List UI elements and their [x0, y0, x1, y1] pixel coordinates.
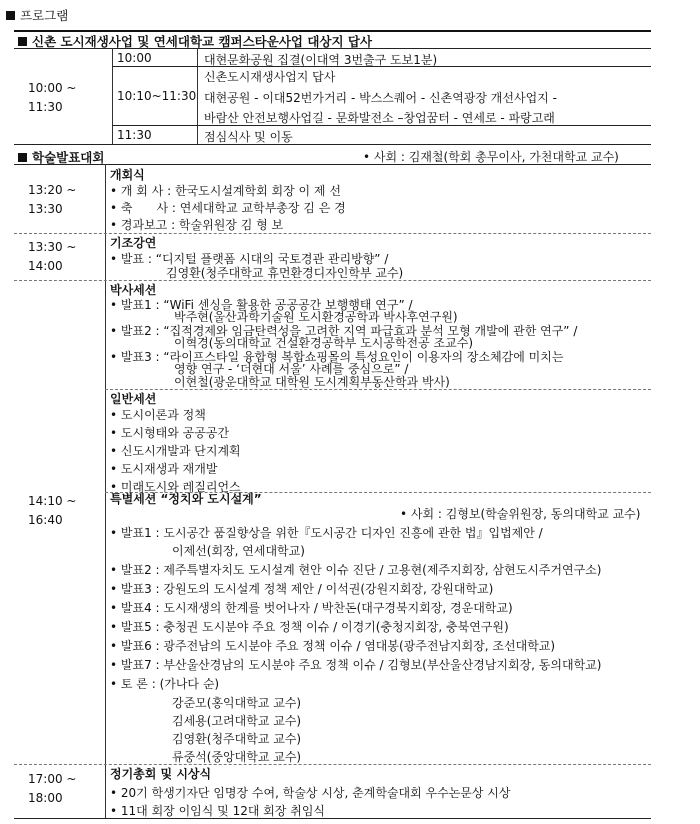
divider: [14, 48, 651, 49]
opening-line: • 개 회 사 : 한국도시설계학회 회장 이 제 선: [110, 184, 341, 198]
doctoral-line: 박주현(울산과학기술원 도시환경공학과 박사후연구원): [174, 310, 458, 324]
general-line: • 미래도시와 레질리언스: [110, 480, 241, 494]
time-end: 14:00: [28, 259, 63, 273]
section2-header-text: 학술발표대회: [32, 150, 105, 165]
doctoral-title: 박사세션: [110, 283, 157, 297]
square-bullet-icon: [6, 11, 15, 20]
row-time: 10:10~11:30: [117, 89, 197, 103]
divider: [112, 125, 651, 126]
special-line: • 발표2 : 제주특별자치도 도시설계 현안 이슈 진단 / 고용현(제주지회장, 삼현도시주거연구소): [110, 563, 602, 577]
opening-title: 개회식: [110, 168, 145, 182]
special-line: • 발표6 : 광주전남의 도시분야 주요 정책 이슈 / 염대봉(광주전남지회장, 조선대학교): [110, 639, 556, 653]
row-time: 11:30: [117, 128, 152, 142]
special-line: 김세용(고려대학교 교수): [172, 714, 302, 728]
keynote-title: 기조강연: [110, 236, 157, 250]
divider: [197, 48, 198, 144]
time-end: 16:40: [28, 513, 63, 527]
special-line: • 발표7 : 부산울산경남의 도시분야 주요 정책 이슈 / 김형보(부산울산경남지회장, 동의대학교): [110, 658, 602, 672]
divider: [112, 66, 651, 67]
time-start: 13:30 ~: [28, 240, 77, 254]
row-text: 신촌도시재생사업지 답사: [204, 70, 336, 84]
row-text: 대현공원 - 이대52번가거리 - 박스스퀘어 - 신촌역광장 개선사업지 -: [204, 91, 557, 105]
divider: [112, 48, 113, 144]
special-moderator: • 사회 : 김형보(학술위원장, 동의대학교 교수): [400, 507, 641, 521]
square-bullet-icon: [18, 37, 27, 46]
section1-time: [28, 79, 76, 117]
doctoral-line: 이현철(광운대학교 대학원 도시계획부동산학과 박사): [174, 375, 450, 389]
doctoral-line: • 발표2 : “집적경제와 임금탄력성을 고려한 지역 파급효과 분석 모형 개발에 관한 연구” /: [110, 324, 578, 338]
time-start: 13:20 ~: [28, 183, 77, 197]
time-end: 13:30: [28, 202, 63, 216]
assembly-time: [28, 770, 76, 808]
doctoral-line: • 발표3 : “라이프스타일 융합형 복합쇼핑몰의 특성요인이 이용자의 장소체감에 미치는: [110, 350, 564, 364]
special-line: • 발표1 : 도시공간 품질향상을 위한『도시공간 디자인 진흥에 관한 법』입법제안 /: [110, 526, 543, 540]
row-text: 점심식사 및 이동: [204, 130, 293, 144]
opening-line: • 경과보고 : 학술위원장 김 형 보: [110, 218, 284, 232]
row-text: 바람산 안전보행사업길 - 문화발전소 –창업꿈터 - 연세로 - 파랑고래: [204, 111, 555, 125]
assembly-line: • 11대 회장 이임식 및 12대 회장 취임식: [110, 804, 326, 818]
row-time: 10:00: [117, 51, 152, 65]
special-line: 이제선(회장, 연세대학교): [172, 544, 305, 558]
divider: [105, 389, 651, 390]
special-line: • 발표3 : 강원도의 도시설계 정책 제안 / 이석권(강원지회장, 강원대학교): [110, 582, 494, 596]
special-line: 류중석(중앙대학교 교수): [172, 750, 302, 764]
special-title: 특별세션 “정치와 도시설계”: [110, 492, 262, 506]
program-title: [6, 6, 68, 24]
general-title: 일반세션: [110, 392, 157, 406]
keynote-time: [28, 238, 76, 276]
special-line: 김영환(청주대학교 교수): [172, 732, 302, 746]
divider: [14, 818, 651, 819]
special-line: • 발표4 : 도시재생의 한계를 벗어나자 / 박찬돈(대구경북지회장, 경운대학교): [110, 601, 513, 615]
assembly-title: 정기총회 및 시상식: [110, 767, 212, 781]
program-label: 프로그램: [20, 8, 69, 23]
square-bullet-icon: [18, 153, 27, 162]
time-start: 17:00 ~: [28, 772, 77, 786]
time-end: 18:00: [28, 791, 63, 805]
section1-header-text: 신촌 도시재생사업 및 연세대학교 캠퍼스타운사업 대상지 답사: [32, 34, 373, 49]
assembly-line: • 20기 학생기자단 임명장 수여, 학술상 시상, 춘계학술대회 우수논문상 시상: [110, 786, 511, 800]
doctoral-line: 영향 연구 - ‘더현대 서울’ 사례를 중심으로” /: [174, 362, 409, 376]
keynote-line: • 발표 : “디지털 플랫폼 시대의 국토경관 관리방향” /: [110, 252, 389, 266]
special-time: [28, 492, 76, 530]
general-line: • 신도시개발과 단지계획: [110, 444, 241, 458]
keynote-line: 김영환(청주대학교 휴먼환경디자인학부 교수): [166, 266, 404, 280]
special-line: 강준모(홍익대학교 교수): [172, 696, 302, 710]
section2-moderator: • 사회 : 김재철(학회 총무이사, 가천대학교 교수): [363, 150, 619, 164]
general-line: • 도시형태와 공공공간: [110, 426, 230, 440]
opening-line: • 축 사 : 연세대학교 교학부총장 김 은 경: [110, 201, 346, 215]
time-end: 11:30: [28, 100, 63, 114]
time-start: 10:00 ~: [28, 81, 77, 95]
row-text: 대현문화공원 집결(이대역 3번출구 도보1분): [204, 53, 438, 67]
general-line: • 도시재생과 재개발: [110, 462, 218, 476]
divider: [14, 164, 651, 165]
doctoral-line: 이혁경(동의대학교 건설환경공학부 도시공학전공 조교수): [174, 336, 474, 350]
special-line: • 발표5 : 충청권 도시분야 주요 정책 이슈 / 이경기(충청지회장, 충북연구원): [110, 620, 509, 634]
time-start: 14:10 ~: [28, 494, 77, 508]
opening-time: [28, 181, 76, 219]
general-line: • 도시이론과 정책: [110, 408, 206, 422]
doctoral-line: • 발표1 : “WiFi 센싱을 활용한 공공공간 보행행태 연구” /: [110, 298, 413, 312]
divider: [14, 144, 651, 145]
special-line: • 토 론 : (가나다 순): [110, 677, 220, 691]
